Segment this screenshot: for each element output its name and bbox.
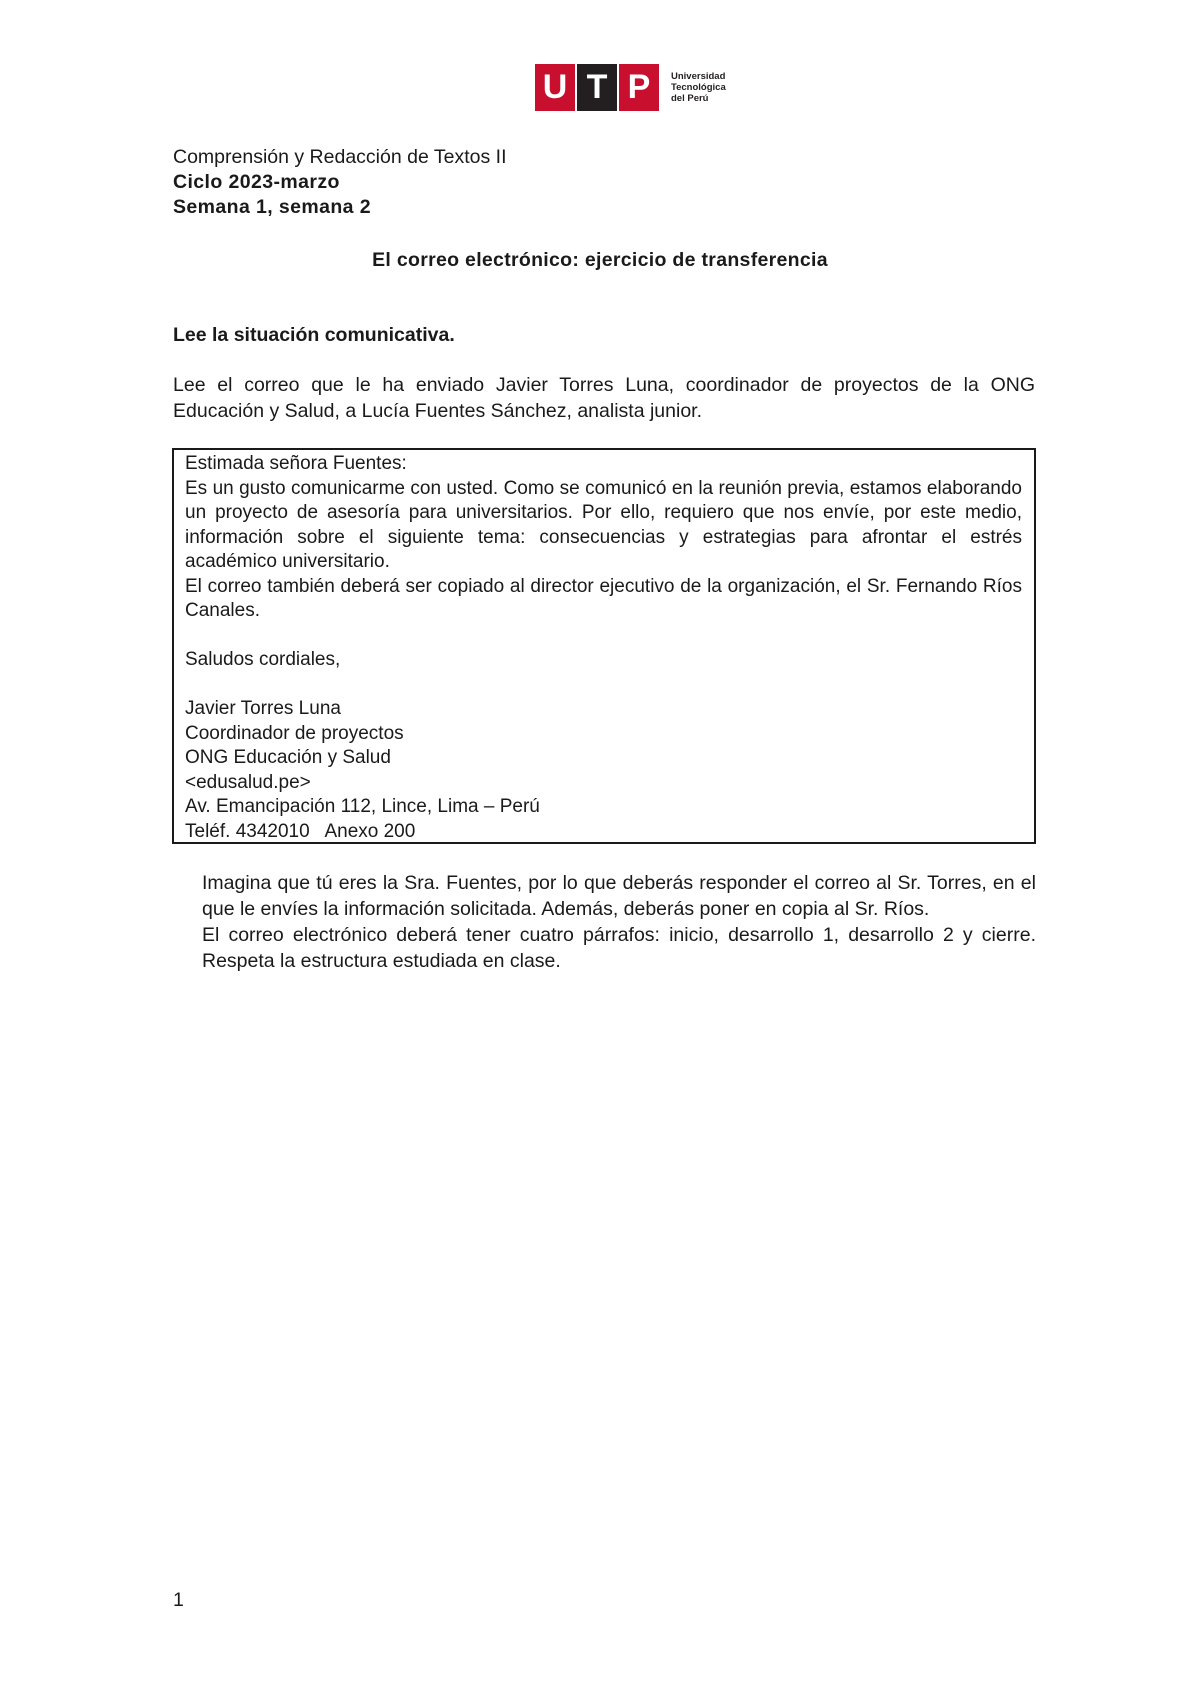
email-closing: Saludos cordiales, [185, 649, 341, 670]
logo-letter-u: U [535, 64, 575, 111]
page-number: 1 [173, 1589, 184, 1611]
logo-letter-t: T [577, 64, 617, 111]
signature-org: ONG Educación y Salud [185, 747, 391, 768]
document-header [173, 145, 506, 220]
logo-letters [535, 64, 661, 111]
spacer [185, 673, 1022, 698]
logo-text [671, 71, 726, 104]
document-title: El correo electrónico: ejercicio de transferencia [372, 249, 828, 271]
instructions-paragraph-1: Imagina que tú eres la Sra. Fuentes, por lo que deberás responder el correo al Sr. Torres, en el que le envíes la información solicitada. Además, deberás poner en copia al Sr. Ríos. [202, 872, 1036, 920]
email-body-1: Es un gusto comunicarme con usted. Como se comunicó en la reunión previa, estamos elaborando un proyecto de asesoría para universitarios. Por ello, requiero que nos envíe, por este medio, información sobre el siguiente tema: consecuencias y estrategias para afrontar el estrés académico universitario. [185, 477, 1022, 572]
email-greeting: Estimada señora Fuentes: [185, 453, 407, 474]
logo-line-2: Tecnológica [671, 82, 726, 93]
email-body-2: El correo también deberá ser copiado al director ejecutivo de la organización, el Sr. Fernando Ríos Canales. [185, 575, 1022, 621]
section-subhead: Lee la situación comunicativa. [173, 324, 455, 346]
cycle-label: Ciclo 2023-marzo [173, 171, 340, 193]
instructions [202, 870, 1036, 974]
signature-role: Coordinador de proyectos [185, 722, 404, 744]
weeks-label: Semana 1, semana 2 [173, 196, 371, 218]
logo-letter-p: P [619, 64, 659, 111]
logo-line-1: Universidad [671, 71, 726, 82]
signature-phone: Teléf. 4342010 Anexo 200 [185, 820, 416, 842]
signature-address: Av. Emancipación 112, Lince, Lima – Perú [185, 796, 540, 817]
course-name: Comprensión y Redacción de Textos II [173, 146, 507, 168]
email-box [172, 448, 1036, 844]
spacer [185, 624, 1022, 649]
signature-name: Javier Torres Luna [185, 698, 341, 719]
utp-logo [535, 64, 726, 111]
signature-web: <edusalud.pe> [185, 771, 311, 793]
instructions-paragraph-2: El correo electrónico deberá tener cuatro párrafos: inicio, desarrollo 1, desarrollo 2 y cierre. Respeta la estructura estudiada en clase. [202, 924, 1036, 972]
intro-paragraph: Lee el correo que le ha enviado Javier Torres Luna, coordinador de proyectos de la ONG Educación y Salud, a Lucía Fuentes Sánchez, analista junior. [173, 374, 1035, 422]
logo-line-3: del Perú [671, 93, 709, 104]
